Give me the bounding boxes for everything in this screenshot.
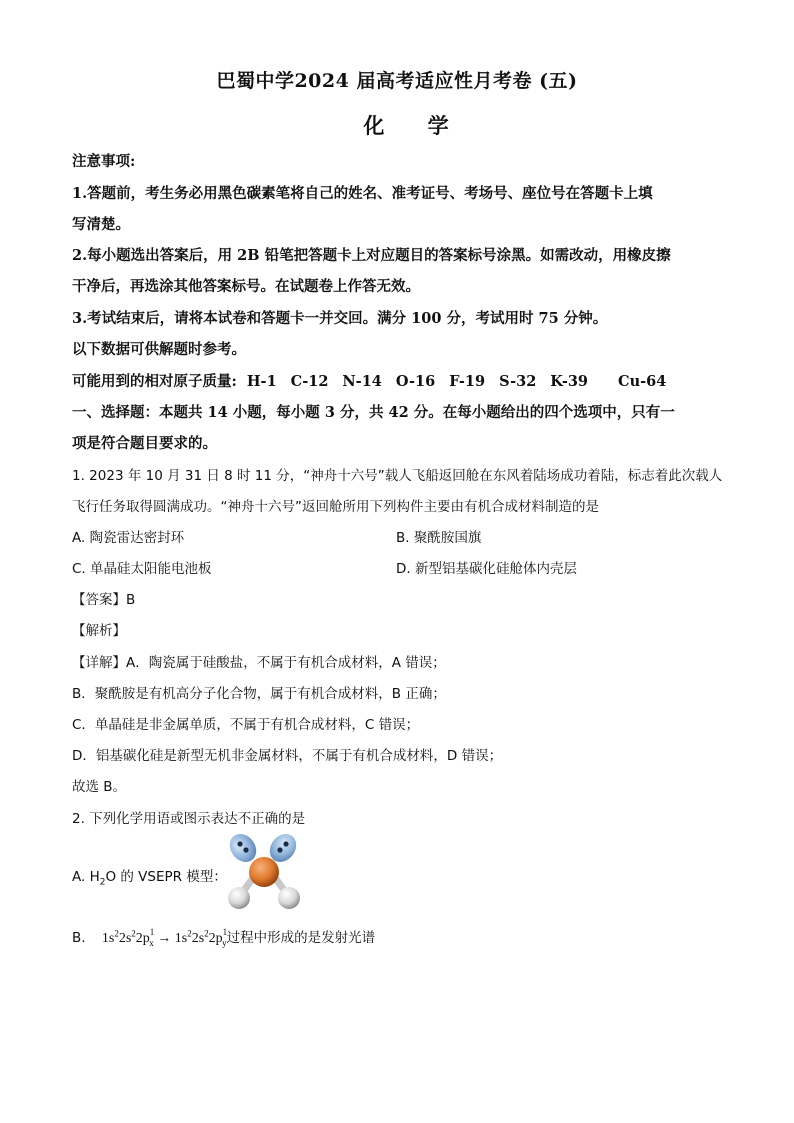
water-vsepr-model-image xyxy=(223,832,305,912)
electron-configuration-formula: $1s^22s^22p^1_x \to 1s^22s^22p^1_y$ xyxy=(101,927,228,948)
q2-option-b-text: 过程中形成的是发射光谱 xyxy=(226,930,376,946)
q2-option-a-prefix: A. H xyxy=(72,869,100,885)
q1-detail-line: 【详解】A．陶瓷属于硅酸盐，不属于有机合成材料，A 错误； xyxy=(72,655,446,671)
q2-option-a-suffix: O 的 VSEPR 模型： xyxy=(105,869,227,885)
section-heading-a: 一、选择题：本题共 14 小题，每小题 3 分，共 42 分。在每小题给出的四个选项中，只有一 xyxy=(72,404,675,421)
electron-dot xyxy=(277,847,282,852)
hydrogen-atom xyxy=(278,887,300,909)
q1-detail-line: D．铝基碳化硅是新型无机非金属材料，不属于有机合成材料，D 错误； xyxy=(72,748,503,764)
atomic-mass-list xyxy=(72,370,680,391)
notice-item-1a: 1.答题前，考生务必用黑色碳素笔将自己的姓名、准考证号、考场号、座位号在答题卡上填 xyxy=(72,185,653,202)
atomic-mass-item: F-19 xyxy=(449,373,486,390)
notice-heading: 注意事项: xyxy=(72,153,136,170)
notice-item-1b: 写清楚。 xyxy=(72,216,130,233)
atomic-mass-item: O-16 xyxy=(395,373,436,390)
atomic-mass-item: S-32 xyxy=(499,373,537,390)
q1-analysis-label: 【解析】 xyxy=(72,623,126,639)
atomic-mass-item: K-39 xyxy=(550,373,589,390)
q2-option-a-subscript: 2 xyxy=(99,877,106,888)
q1-detail-line: B．聚酰胺是有机高分子化合物，属于有机合成材料，B 正确； xyxy=(72,686,446,702)
q2-stem: 2. 下列化学用语或图示表达不正确的是 xyxy=(72,811,306,827)
oxygen-atom xyxy=(249,857,279,887)
exam-title: 巴蜀中学2024 届高考适应性月考卷 (五) xyxy=(216,70,578,92)
q2-option-a xyxy=(72,865,227,888)
q1-answer: 【答案】B xyxy=(72,592,136,608)
q1-option-a: A. 陶瓷雷达密封环 xyxy=(72,530,185,546)
q2-option-b-label: B. xyxy=(72,930,86,946)
q1-stem-b: 飞行任务取得圆满成功。“神舟十六号”返回舱所用下列构件主要由有机合成材料制造的是 xyxy=(72,499,599,515)
electron-dot xyxy=(243,847,248,852)
q1-stem-a: 1. 2023 年 10 月 31 日 8 时 11 分，“神舟十六号”载人飞船返回舱在东风着陆场成功着陆，标志着此次载人 xyxy=(72,468,723,484)
q1-detail-line: 故选 B。 xyxy=(72,779,127,795)
q1-option-b: B. 聚酰胺国旗 xyxy=(396,530,482,546)
hydrogen-atom xyxy=(228,887,250,909)
electron-dot xyxy=(237,841,242,846)
atomic-mass-label: 可能用到的相对原子质量: xyxy=(72,373,237,390)
atomic-mass-item: Cu-64 xyxy=(618,373,667,390)
subject-title: 化 学 xyxy=(363,113,467,138)
atomic-mass-item: N-14 xyxy=(342,373,382,390)
q1-option-c: C. 单晶硅太阳能电池板 xyxy=(72,561,212,577)
reference-note: 以下数据可供解题时参考。 xyxy=(72,341,246,358)
atomic-mass-item: H-1 xyxy=(246,373,277,390)
notice-item-2b: 干净后，再选涂其他答案标号。在试题卷上作答无效。 xyxy=(72,278,420,295)
electron-dot xyxy=(283,841,288,846)
q1-detail-line: C．单晶硅是非金属单质，不属于有机合成材料，C 错误； xyxy=(72,717,420,733)
section-heading-b: 项是符合题目要求的。 xyxy=(72,435,217,452)
notice-item-2a: 2.每小题选出答案后，用 2B 铅笔把答题卡上对应题目的答案标号涂黑。如需改动，用橡皮擦 xyxy=(72,247,671,264)
atomic-mass-item: C-12 xyxy=(290,373,329,390)
notice-item-3: 3.考试结束后，请将本试卷和答题卡一并交回。满分 100 分，考试用时 75 分钟。 xyxy=(72,310,608,327)
q1-option-d: D. 新型铝基碳化硅舱体内壳层 xyxy=(396,561,577,577)
q2-option-b xyxy=(72,926,375,948)
